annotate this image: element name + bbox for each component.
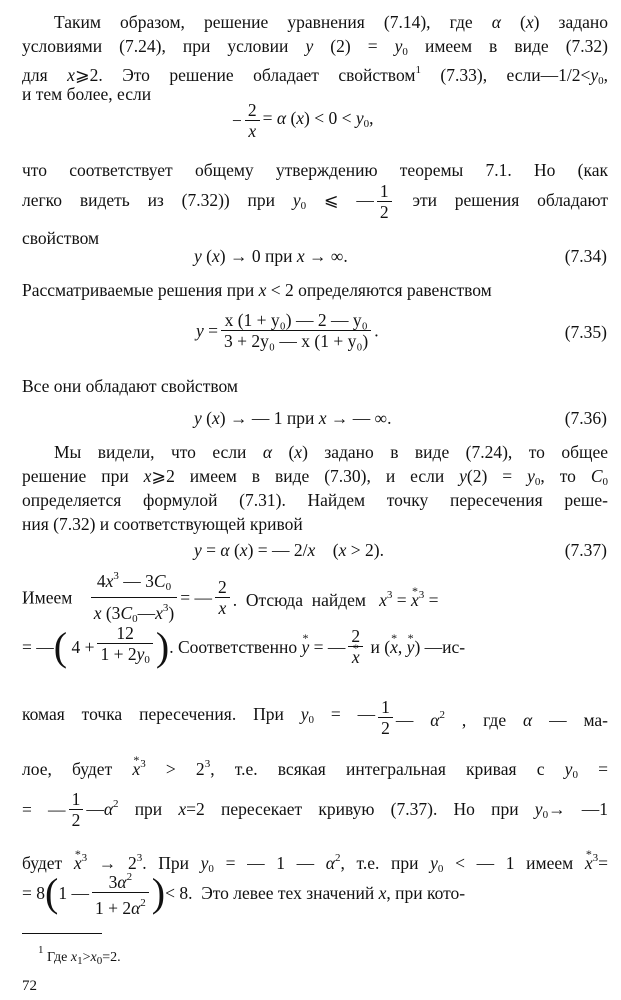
equation: y (x) → — 1 при x → — ∞.: [194, 408, 392, 428]
equation: y (x) → 0 при x → ∞.: [194, 246, 348, 266]
equation-number: (7.35): [564, 322, 607, 342]
text-line: лое, будет * $x^3 > 2^3$, т.е. всякая интегральная кривая с $y_0$ =: [22, 754, 608, 785]
footnote: $^1$ Где $x_1>x_0=2$.: [38, 944, 121, 967]
text-line: Рассматриваемые решения при x < 2 определяются равенством: [22, 280, 492, 300]
equation: y = $\frac{\text{x (1 + y₀) — 2 — y₀}}{\text{3 + 2y₀ — x (1 + y₀)}}$ .: [196, 310, 379, 351]
text-line: Все они обладают свойством: [22, 376, 238, 396]
text-line: = —( 4 + $\frac{12}{1 + 2y_0}$ ). Соответственно * y = — 2 * x и (* x, * y) —ис-: [22, 620, 608, 672]
equation: y = α (x) = — 2/x (x > 2).: [194, 540, 384, 560]
footnote-rule: [22, 933, 102, 934]
text-line: легко видеть из (7.32)) при $y_0$ ⩽ — $\frac{1}{2}$ эти решения обладают: [22, 181, 608, 223]
text-line: и тем более, если: [22, 84, 152, 104]
equation-number: (7.37): [564, 540, 607, 560]
text-line: Мы видели, что если α (x) задано в виде (7.24), то общее: [54, 442, 608, 462]
equation-number: (7.36): [564, 408, 607, 428]
equation: − $\frac{2}{x}$ = α $(x) < 0 < y_0$,: [232, 100, 374, 141]
text-line: = — $\frac{1}{2}$ $—\alpha^2$ при x=2 пересекает кривую (7.37). Но при $y_0\to$ —1: [22, 789, 608, 830]
text-line: ния (7.32) и соответствующей кривой: [22, 514, 303, 534]
text-line: комая точка пересечения. При $y_0$ = — $\frac{1}{2}$ — $\alpha^2$ , где α — ма-: [22, 696, 609, 738]
text-line: что соответствует общему утверждению теоремы 7.1. Но (как: [22, 160, 608, 180]
equation-number: (7.34): [564, 246, 607, 266]
text-line: будет * $x^3 \to 2^3$. При $y_0$ = — 1 — $\alpha^2$, т.е. при $y_0$ < — 1 имеем * $x^3=$: [22, 848, 608, 879]
text-line: Имеем $\frac{4x^3 — 3C_0}{x (3C_0—x^3)}$ = — $\frac{2}{x}$ . Отсюда найдем $x^3$ = * $x^3$ =: [22, 566, 608, 629]
page-number: 72: [22, 978, 37, 994]
text-line: для x⩾2. Это решение обладает свойством$^1$ (7.33), $если—1/2<y_0$,: [22, 64, 608, 87]
text-line: определяется формулой (7.31). Найдем точку пересечения реше-: [22, 490, 608, 510]
fraction-numerator: x (1 + y₀) — 2 — y₀: [221, 310, 371, 331]
fraction-denominator: 3 + 2y₀ — x (1 + y₀): [224, 331, 369, 351]
text-line: условиями (7.24), при условии y $(2) = y_0$ имеем в виде (7.32): [22, 36, 608, 58]
text-line: решение при x⩾2 имеем в виде (7.30), и если $y(2) = y_0$, то $C_0$: [22, 466, 608, 488]
text-line: Таким образом, решение уравнения (7.14), где α (x) задано: [54, 12, 608, 32]
text-line: = 8(1 — $\frac{3\alpha^2}{1 + 2\alpha^2}$ )< 8. Это левее тех значений x, при кото-: [22, 866, 608, 918]
text-line: свойством: [22, 228, 100, 248]
